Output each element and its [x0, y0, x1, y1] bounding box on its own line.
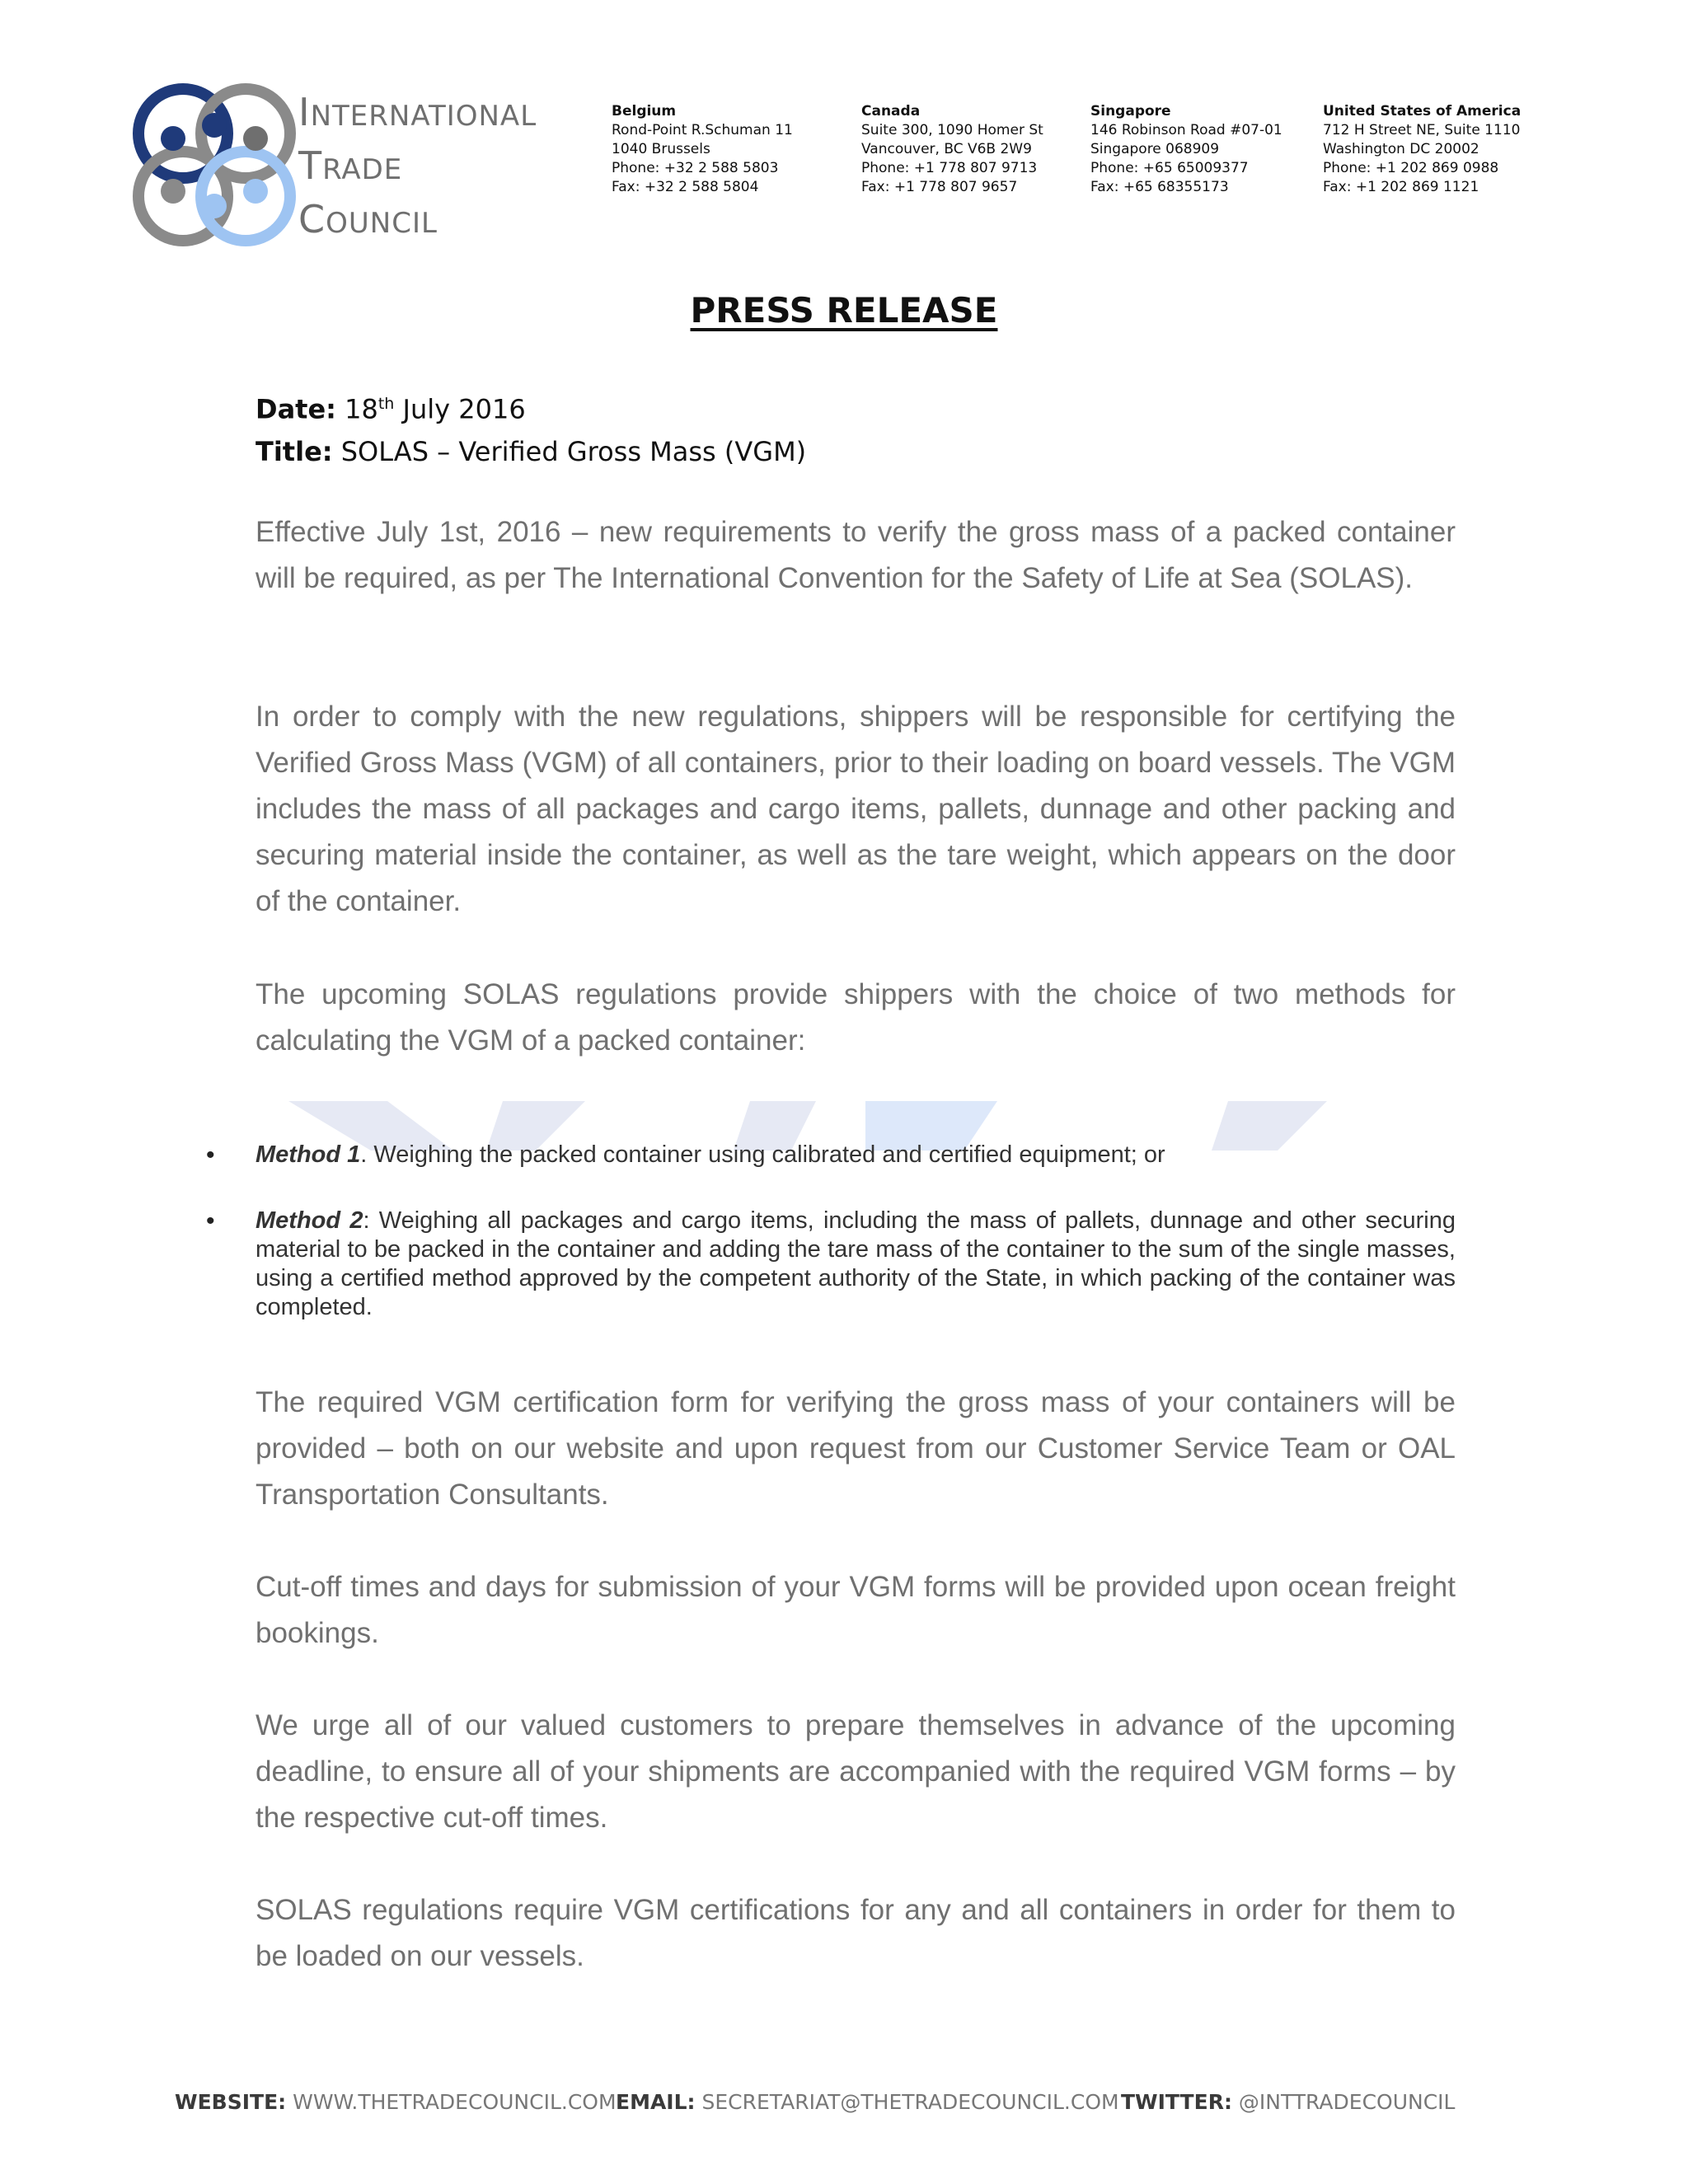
paragraph-certification-form: The required VGM certification form for verifying the gross mass of your containers will be provided – both on our website and upon request from our Customer Service Team or OAL Transportation Consultants.: [256, 1386, 1456, 1511]
office-belgium: Belgium Rond-Point R.Schuman 11 1040 Brussels Phone: +32 2 588 5803 Fax: +32 2 588 5804: [612, 103, 793, 195]
logo-mark-icon: [132, 82, 297, 247]
paragraph-compliance: In order to comply with the new regulations, shippers will be responsible for certifying the Verified Gross Mass (VGM) of all containers, prior to their loading on board vessels. The VGM includes the mass of all packages and cargo items, pallets, dunnage and other packing and securing material inside the container, as well as the tare weight, which appears on the door of the container.: [256, 701, 1456, 917]
release-date: Date: 18th July 2016: [256, 393, 526, 425]
office-singapore: Singapore 146 Robinson Road #07-01 Singapore 068909 Phone: +65 65009377 Fax: +65 68355173: [1090, 103, 1282, 195]
office-usa: United States of America 712 H Street NE, Suite 1110 Washington DC 20002 Phone: +1 202 869 0988 Fax: +1 202 869 1121: [1323, 103, 1522, 195]
release-title: Title: SOLAS – Verified Gross Mass (VGM): [256, 435, 807, 467]
paragraph-cutoff-times: Cut-off times and days for submission of your VGM forms will be provided upon ocean freight bookings.: [256, 1571, 1456, 1649]
bullet-icon: •: [206, 1207, 215, 1235]
paragraph-effective-date: Effective July 1st, 2016 – new requirements to verify the gross mass of a packed container will be required, as per The International Convention for the Safety of Life at Sea (SOLAS).: [256, 516, 1456, 594]
footer-twitter[interactable]: TWITTER: @INTTRADECOUNCIL: [1121, 2090, 1456, 2114]
paragraph-methods-intro: The upcoming SOLAS regulations provide shippers with the choice of two methods for calculating the VGM of a packed container:: [256, 978, 1456, 1057]
logo-wordmark: INTERNATIONAL TRADE COUNCIL: [298, 90, 537, 241]
organization-logo: [132, 82, 544, 247]
footer-website[interactable]: WEBSITE: WWW.THETRADECOUNCIL.COM: [175, 2090, 617, 2114]
paragraph-urge-customers: We urge all of our valued customers to prepare themselves in advance of the upcoming deadline, to ensure all of your shipments are accompanied with the required VGM forms – by the respective cut-off times.: [256, 1709, 1456, 1834]
bullet-icon: •: [206, 1141, 215, 1169]
release-meta: [256, 383, 806, 473]
office-canada: Canada Suite 300, 1090 Homer St Vancouver, BC V6B 2W9 Phone: +1 778 807 9713 Fax: +1 778 807 9657: [861, 103, 1043, 195]
footer-email[interactable]: EMAIL: SECRETARIAT@THETRADECOUNCIL.COM: [616, 2090, 1119, 2114]
page-title: PRESS RELEASE: [690, 290, 998, 330]
paragraph-requirement: SOLAS regulations require VGM certifications for any and all containers in order for them to be loaded on our vessels.: [256, 1894, 1456, 1972]
